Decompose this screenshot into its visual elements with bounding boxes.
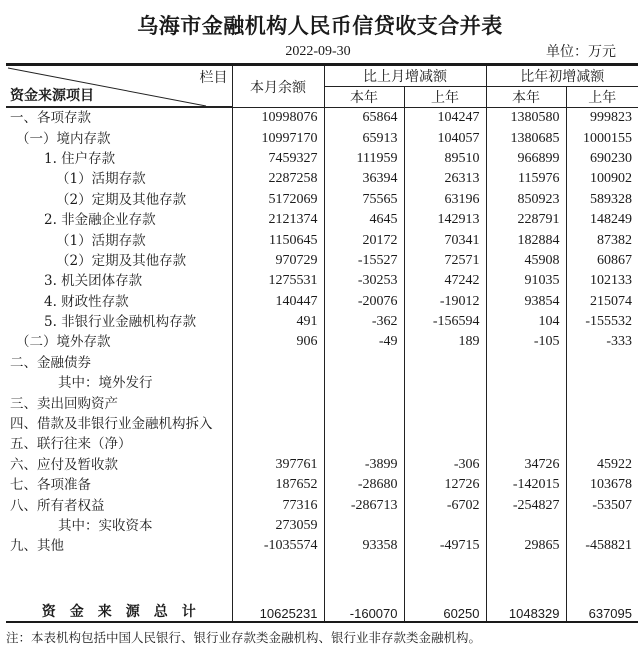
cell-month-this-year: -3899 xyxy=(324,455,404,475)
row-label: （1）活期存款 xyxy=(56,171,146,188)
cell-ytd-last-year: -53507 xyxy=(566,495,638,515)
table-row xyxy=(6,271,638,291)
cell-month-last-year xyxy=(404,373,486,393)
cell-ytd-last-year xyxy=(566,353,638,373)
cell-balance: 2287258 xyxy=(232,169,324,189)
cell-month-this-year: -15527 xyxy=(324,251,404,271)
row-label: 三、卖出回购资产 xyxy=(10,395,118,412)
cell-ytd-last-year: -458821 xyxy=(566,536,638,556)
cell-month-last-year: 72571 xyxy=(404,251,486,271)
cell-ytd-last-year: 589328 xyxy=(566,190,638,210)
header-month-this-year: 本年 xyxy=(324,87,404,108)
row-label: 九、其他 xyxy=(10,538,64,555)
cell-month-this-year: -362 xyxy=(324,312,404,332)
cell-month-this-year xyxy=(324,373,404,393)
table-row xyxy=(6,149,638,169)
row-label: 其中：境外发行 xyxy=(58,375,153,392)
cell-balance: 970729 xyxy=(232,251,324,271)
header-vs-year-start: 比年初增减额 xyxy=(486,65,638,87)
cell-ytd-last-year: 102133 xyxy=(566,271,638,291)
row-label: 八、所有者权益 xyxy=(10,497,105,514)
table-row xyxy=(6,353,638,373)
cell-month-this-year: -49 xyxy=(324,332,404,352)
cell-month-last-year: 63196 xyxy=(404,190,486,210)
report-title: 乌海市金融机构人民币信贷收支合并表 xyxy=(137,13,503,38)
table-row xyxy=(6,169,638,189)
cell-month-this-year: 36394 xyxy=(324,169,404,189)
cell-balance xyxy=(232,434,324,454)
total-row xyxy=(6,597,638,622)
row-label: （2）定期及其他存款 xyxy=(56,252,187,269)
total-ytd-last-year: 637095 xyxy=(566,597,638,622)
cell-month-last-year xyxy=(404,434,486,454)
total-label: 资金来源总计 xyxy=(6,597,232,622)
table-row xyxy=(6,414,638,434)
cell-ytd-this-year: 228791 xyxy=(486,210,566,230)
table-row xyxy=(6,312,638,332)
table-row xyxy=(6,230,638,250)
cell-ytd-last-year: 999823 xyxy=(566,108,638,129)
row-label: （1）活期存款 xyxy=(56,232,146,249)
row-heading-label: 资金来源项目 xyxy=(10,88,94,104)
row-label: （2）定期及其他存款 xyxy=(56,191,187,208)
cell-balance: 140447 xyxy=(232,292,324,312)
table-row xyxy=(6,475,638,495)
cell-ytd-this-year xyxy=(486,373,566,393)
cell-balance: 187652 xyxy=(232,475,324,495)
cell-month-this-year: -30253 xyxy=(324,271,404,291)
cell-ytd-this-year: 91035 xyxy=(486,271,566,291)
cell-month-this-year: -28680 xyxy=(324,475,404,495)
row-label: 2. 非金融企业存款 xyxy=(44,212,156,229)
cell-month-last-year: 142913 xyxy=(404,210,486,230)
table-header xyxy=(6,65,638,108)
table-row xyxy=(6,393,638,413)
cell-balance: 906 xyxy=(232,332,324,352)
cell-balance: 273059 xyxy=(232,516,324,536)
table-row xyxy=(6,210,638,230)
row-label: 4. 财政性存款 xyxy=(44,293,129,310)
row-label: 二、金融债券 xyxy=(10,354,91,371)
cell-ytd-this-year: 45908 xyxy=(486,251,566,271)
table-row xyxy=(6,373,638,393)
cell-ytd-this-year: 93854 xyxy=(486,292,566,312)
cell-ytd-last-year: -155532 xyxy=(566,312,638,332)
cell-ytd-last-year xyxy=(566,434,638,454)
cell-balance xyxy=(232,373,324,393)
cell-ytd-this-year: 29865 xyxy=(486,536,566,556)
cell-month-this-year: -286713 xyxy=(324,495,404,515)
table-row xyxy=(6,332,638,352)
cell-ytd-this-year xyxy=(486,393,566,413)
cell-month-this-year xyxy=(324,393,404,413)
cell-ytd-last-year: 1000155 xyxy=(566,128,638,148)
cell-ytd-this-year: 182884 xyxy=(486,230,566,250)
cell-month-last-year xyxy=(404,393,486,413)
cell-balance xyxy=(232,393,324,413)
cell-ytd-this-year: 1380580 xyxy=(486,108,566,129)
cell-balance: 1150645 xyxy=(232,230,324,250)
cell-month-last-year xyxy=(404,414,486,434)
cell-balance: 491 xyxy=(232,312,324,332)
header-ytd-last-year: 上年 xyxy=(566,87,638,108)
cell-month-last-year: -19012 xyxy=(404,292,486,312)
cell-ytd-last-year: 45922 xyxy=(566,455,638,475)
cell-month-last-year: 89510 xyxy=(404,149,486,169)
cell-balance: 1275531 xyxy=(232,271,324,291)
cell-balance: -1035574 xyxy=(232,536,324,556)
cell-month-this-year: 111959 xyxy=(324,149,404,169)
cell-ytd-this-year: -254827 xyxy=(486,495,566,515)
cell-month-last-year: 189 xyxy=(404,332,486,352)
table-row xyxy=(6,536,638,556)
cell-ytd-last-year: 148249 xyxy=(566,210,638,230)
cell-month-last-year: -306 xyxy=(404,455,486,475)
cell-balance xyxy=(232,414,324,434)
cell-ytd-this-year: 850923 xyxy=(486,190,566,210)
cell-ytd-last-year: 103678 xyxy=(566,475,638,495)
row-label: 1. 住户存款 xyxy=(44,150,116,167)
table-body xyxy=(6,108,638,557)
table-row xyxy=(6,292,638,312)
table-row xyxy=(6,108,638,129)
header-balance: 本月余额 xyxy=(232,65,324,108)
cell-ytd-this-year xyxy=(486,414,566,434)
corner-header-cell xyxy=(6,65,232,108)
cell-ytd-this-year: 104 xyxy=(486,312,566,332)
cell-month-last-year: 12726 xyxy=(404,475,486,495)
cell-balance: 5172069 xyxy=(232,190,324,210)
cell-month-this-year: 75565 xyxy=(324,190,404,210)
cell-month-this-year: 4645 xyxy=(324,210,404,230)
cell-ytd-this-year: -105 xyxy=(486,332,566,352)
cell-month-last-year: 104247 xyxy=(404,108,486,129)
cell-ytd-last-year: 100902 xyxy=(566,169,638,189)
header-ytd-this-year: 本年 xyxy=(486,87,566,108)
cell-month-this-year: 20172 xyxy=(324,230,404,250)
spacer-row xyxy=(6,557,638,597)
cell-month-last-year: 70341 xyxy=(404,230,486,250)
cell-month-last-year xyxy=(404,516,486,536)
row-label: 5. 非银行业金融机构存款 xyxy=(44,314,197,331)
cell-month-last-year: 26313 xyxy=(404,169,486,189)
cell-month-last-year: -156594 xyxy=(404,312,486,332)
cell-month-this-year xyxy=(324,414,404,434)
cell-month-last-year: -49715 xyxy=(404,536,486,556)
cell-month-this-year xyxy=(324,353,404,373)
cell-ytd-this-year: -142015 xyxy=(486,475,566,495)
cell-ytd-this-year: 115976 xyxy=(486,169,566,189)
unit-label: 单位：万元 xyxy=(546,44,616,60)
table-row xyxy=(6,516,638,536)
row-label: 四、借款及非银行业金融机构拆入 xyxy=(10,416,213,433)
cell-ytd-last-year xyxy=(566,516,638,536)
cell-balance: 77316 xyxy=(232,495,324,515)
total-month-this-year: -160070 xyxy=(324,597,404,622)
cell-month-last-year xyxy=(404,353,486,373)
cell-ytd-last-year xyxy=(566,414,638,434)
cell-ytd-this-year xyxy=(486,353,566,373)
cell-ytd-this-year: 34726 xyxy=(486,455,566,475)
table-row xyxy=(6,434,638,454)
header-month-last-year: 上年 xyxy=(404,87,486,108)
row-label: 五、联行往来（净） xyxy=(10,436,132,453)
cell-month-this-year xyxy=(324,516,404,536)
row-label: （二）境外存款 xyxy=(16,334,111,351)
total-balance: 10625231 xyxy=(232,597,324,622)
cell-balance: 7459327 xyxy=(232,149,324,169)
cell-ytd-last-year: 690230 xyxy=(566,149,638,169)
credit-balance-table xyxy=(6,63,638,623)
row-label: 3. 机关团体存款 xyxy=(44,273,143,290)
cell-ytd-this-year xyxy=(486,516,566,536)
cell-month-this-year: 65913 xyxy=(324,128,404,148)
cell-month-last-year: -6702 xyxy=(404,495,486,515)
cell-ytd-this-year xyxy=(486,434,566,454)
cell-month-this-year: -20076 xyxy=(324,292,404,312)
total-month-last-year: 60250 xyxy=(404,597,486,622)
row-label: 七、各项准备 xyxy=(10,477,91,494)
table-row xyxy=(6,495,638,515)
cell-ytd-last-year: 60867 xyxy=(566,251,638,271)
cell-ytd-last-year: -333 xyxy=(566,332,638,352)
table-row xyxy=(6,251,638,271)
row-label: 六、应付及暂收款 xyxy=(10,456,118,473)
cell-month-this-year xyxy=(324,434,404,454)
cell-balance: 2121374 xyxy=(232,210,324,230)
cell-month-this-year: 93358 xyxy=(324,536,404,556)
row-label: 其中：实收资本 xyxy=(58,518,153,534)
row-label: 一、各项存款 xyxy=(10,110,91,127)
row-label: （一）境内存款 xyxy=(16,130,111,147)
cell-balance: 397761 xyxy=(232,455,324,475)
cell-ytd-last-year: 215074 xyxy=(566,292,638,312)
cell-ytd-last-year xyxy=(566,393,638,413)
table-row xyxy=(6,128,638,148)
header-vs-last-month: 比上月增减额 xyxy=(324,65,486,87)
cell-month-last-year: 47242 xyxy=(404,271,486,291)
cell-month-this-year: 65864 xyxy=(324,108,404,129)
cell-ytd-last-year xyxy=(566,373,638,393)
total-ytd-this-year: 1048329 xyxy=(486,597,566,622)
cell-ytd-last-year: 87382 xyxy=(566,230,638,250)
cell-balance xyxy=(232,353,324,373)
cell-month-last-year: 104057 xyxy=(404,128,486,148)
cell-balance: 10997170 xyxy=(232,128,324,148)
cell-ytd-this-year: 1380685 xyxy=(486,128,566,148)
cell-balance: 10998076 xyxy=(232,108,324,129)
footnote: 注：本表机构包括中国人民银行、银行业存款类金融机构、银行业非存款类金融机构。 xyxy=(6,630,482,645)
cell-ytd-this-year: 966899 xyxy=(486,149,566,169)
report-date: 2022-09-30 xyxy=(285,44,351,59)
table-row xyxy=(6,455,638,475)
table-row xyxy=(6,190,638,210)
column-heading-label: 栏目 xyxy=(199,70,228,86)
